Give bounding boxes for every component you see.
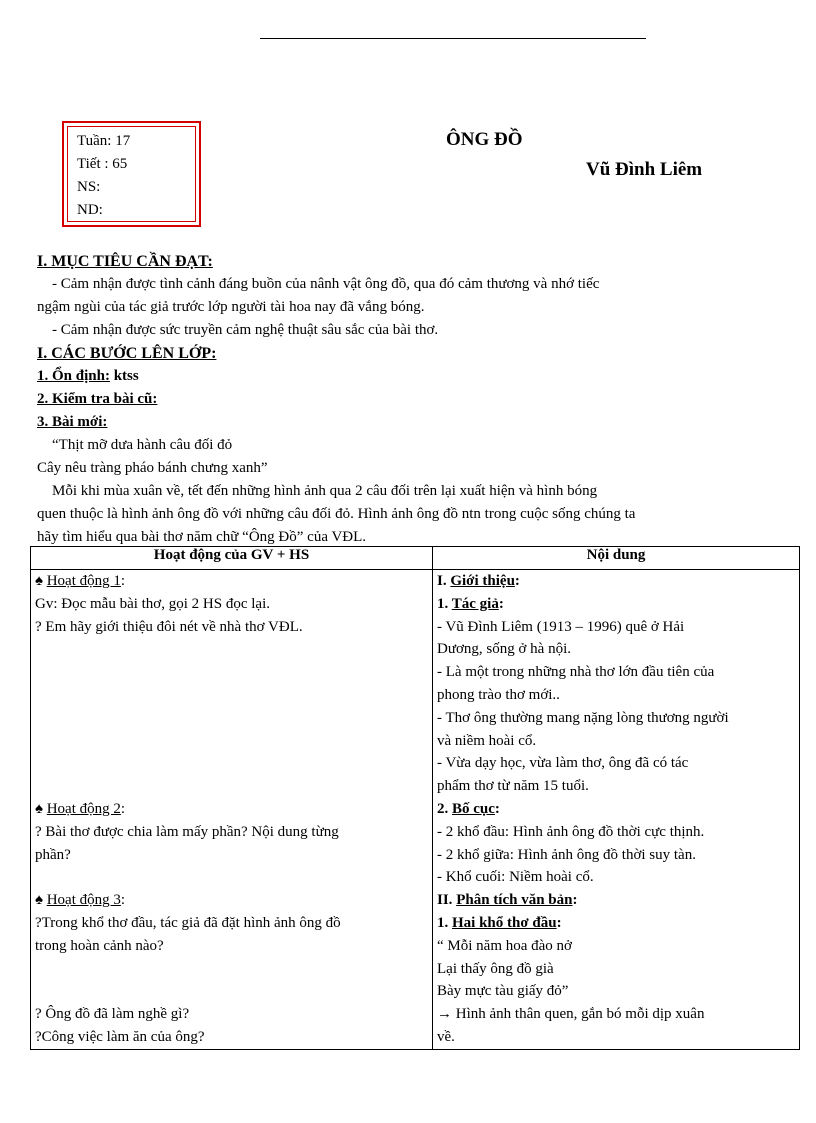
step-3-label: 3. Bài mới:	[37, 414, 108, 430]
arrow-right-icon: →	[437, 1006, 456, 1023]
poem-title: ÔNG ĐỒ	[446, 129, 523, 150]
section-1-prefix: I.	[437, 573, 451, 589]
lesson-info-box	[62, 121, 201, 227]
content-line: và niềm hoài cổ.	[437, 732, 537, 749]
activity-3-label: Hoạt động 3	[46, 892, 121, 909]
poem-line: “ Mỗi năm hoa đào nở	[437, 937, 572, 954]
table-header-row	[31, 547, 800, 570]
activities-cell	[31, 570, 433, 1050]
poem-author: Vũ Đình Liêm	[586, 159, 703, 180]
content-line: - Là một trong những nhà thơ lớn đầu tiên của	[437, 664, 715, 681]
info-week: Tuần: 17	[77, 133, 131, 149]
objective-line-2: ngậm ngùi của tác giả trước lớp người tài hoa nay đã vắng bóng.	[37, 299, 425, 315]
objectives-heading: I. MỤC TIÊU CẦN ĐẠT:	[37, 253, 213, 270]
step-1-value: ktss	[109, 368, 139, 384]
activity-1-line-2: ? Em hãy giới thiệu đôi nét về nhà thơ VĐL.	[35, 618, 303, 635]
activity-3-colon: :	[120, 892, 126, 909]
objectives-section	[37, 250, 787, 549]
activity-1-label: Hoạt động 1	[46, 573, 121, 589]
objective-line-1: - Cảm nhận được tình cảnh đáng buồn của nânh vật ông đồ, qua đó cảm thương và nhớ tiếc	[37, 276, 600, 292]
content-cell	[433, 570, 800, 1050]
lesson-info-inner	[67, 126, 196, 222]
activity-2-title	[35, 798, 428, 821]
structure-heading-prefix: 2.	[437, 800, 452, 817]
poem-line: Bày mực tàu giấy đỏ”	[437, 983, 569, 1000]
activity-1-line-1: Gv: Đọc mẫu bài thơ, gọi 2 HS đọc lại.	[35, 595, 270, 612]
activity-3-title	[35, 889, 428, 912]
info-nd: ND:	[77, 202, 103, 218]
table-row	[31, 570, 800, 1050]
activity-1-colon: :	[120, 573, 126, 589]
conclusion-text: Hình ảnh thân quen, gắn bó mỗi dịp xuân	[455, 1006, 705, 1023]
first-stanzas-prefix: 1.	[437, 914, 452, 931]
author-heading-colon: :	[498, 595, 504, 612]
structure-heading-label: Bố cục	[452, 800, 495, 817]
content-line: - 2 khổ đầu: Hình ảnh ông đồ thời cực thịnh.	[437, 823, 705, 840]
section-2-label: Phân tích văn bản	[456, 892, 573, 909]
content-line: phẩm thơ từ năm 15 tuổi.	[437, 778, 589, 795]
activity-2-line-2: phần?	[35, 846, 71, 863]
content-structure-heading	[437, 798, 795, 821]
quote-line-2: Cây nêu tràng pháo bánh chưng xanh”	[37, 460, 268, 476]
content-line: - Vũ Đình Liêm (1913 – 1996) quê ở Hải	[437, 618, 685, 635]
activity-2-colon: :	[120, 800, 126, 817]
content-line: - Khổ cuối: Niềm hoài cổ.	[437, 869, 594, 886]
activity-3-line-4: ?Công việc làm ăn của ông?	[35, 1028, 205, 1045]
section-2-prefix: II.	[437, 892, 457, 909]
quote-line-1: “Thịt mỡ dưa hành câu đối đỏ	[37, 437, 233, 453]
header-rule	[260, 38, 646, 39]
content-line: - 2 khổ giữa: Hình ảnh ông đồ thời suy tàn.	[437, 846, 696, 863]
section-1-colon: :	[514, 573, 520, 589]
content-line: - Vừa dạy học, vừa làm thơ, ông đã có tác	[437, 755, 689, 772]
info-period: Tiết : 65	[77, 156, 128, 172]
spade-icon: ♠	[35, 573, 47, 589]
intro-line-2: quen thuộc là hình ảnh ông đồ với những câu đối đỏ. Hình ảnh ông đồ ntn trong cuộc sống chúng ta	[37, 506, 636, 522]
section-1-label: Giới thiệu	[450, 573, 515, 589]
content-line: Dương, sống ở hà nội.	[437, 641, 571, 658]
structure-heading-colon: :	[494, 800, 500, 817]
content-section-2	[437, 889, 795, 912]
step-2-label: 2. Kiểm tra bài cũ:	[37, 391, 158, 407]
content-line: phong trào thơ mới..	[437, 686, 560, 703]
author-heading-label: Tác giả	[451, 595, 499, 612]
content-line: - Thơ ông thường mang nặng lòng thương người	[437, 709, 729, 726]
step-3	[37, 411, 787, 434]
intro-line-3: hãy tìm hiểu qua bài thơ năm chữ “Ông Đồ” của VĐL.	[37, 529, 367, 545]
spade-icon: ♠	[35, 800, 47, 817]
activity-3-line-3: ? Ông đồ đã làm nghề gì?	[35, 1006, 190, 1023]
info-ns: NS:	[77, 179, 101, 195]
section-2-colon: :	[572, 892, 578, 909]
poem-line: Lại thấy ông đồ già	[437, 960, 554, 977]
content-first-stanzas-heading	[437, 912, 795, 935]
intro-line-1: Mỗi khi mùa xuân về, tết đến những hình ảnh qua 2 câu đối trên lại xuất hiện và hình bóng	[37, 483, 598, 499]
activity-3-line-1: ?Trong khổ thơ đầu, tác giả đã đặt hình ảnh ông đồ	[35, 914, 341, 931]
author-heading-prefix: 1.	[437, 595, 452, 612]
content-author-heading	[437, 593, 795, 616]
step-1	[37, 365, 787, 388]
header-activities: Hoạt động của GV + HS	[31, 547, 433, 570]
step-1-label: 1. Ổn định:	[37, 368, 110, 384]
objective-line-3: - Cảm nhận được sức truyền cảm nghệ thuật sâu sắc của bài thơ.	[37, 322, 439, 338]
lesson-table	[30, 546, 800, 1050]
activity-2-label: Hoạt động 2	[46, 800, 121, 817]
step-2	[37, 388, 787, 411]
activity-1-title	[35, 570, 428, 593]
content-line: về.	[437, 1028, 455, 1045]
header-content: Nội dung	[433, 547, 800, 570]
spade-icon: ♠	[35, 892, 47, 909]
steps-heading: I. CÁC BƯỚC LÊN LỚP:	[37, 345, 217, 362]
first-stanzas-label: Hai khổ thơ đầu	[452, 914, 557, 931]
activity-3-line-2: trong hoàn cảnh nào?	[35, 937, 164, 954]
first-stanzas-colon: :	[556, 914, 562, 931]
activity-2-line-1: ? Bài thơ được chia làm mấy phần? Nội dung từng	[35, 823, 339, 840]
content-conclusion	[437, 1003, 795, 1026]
content-section-1	[437, 570, 795, 593]
